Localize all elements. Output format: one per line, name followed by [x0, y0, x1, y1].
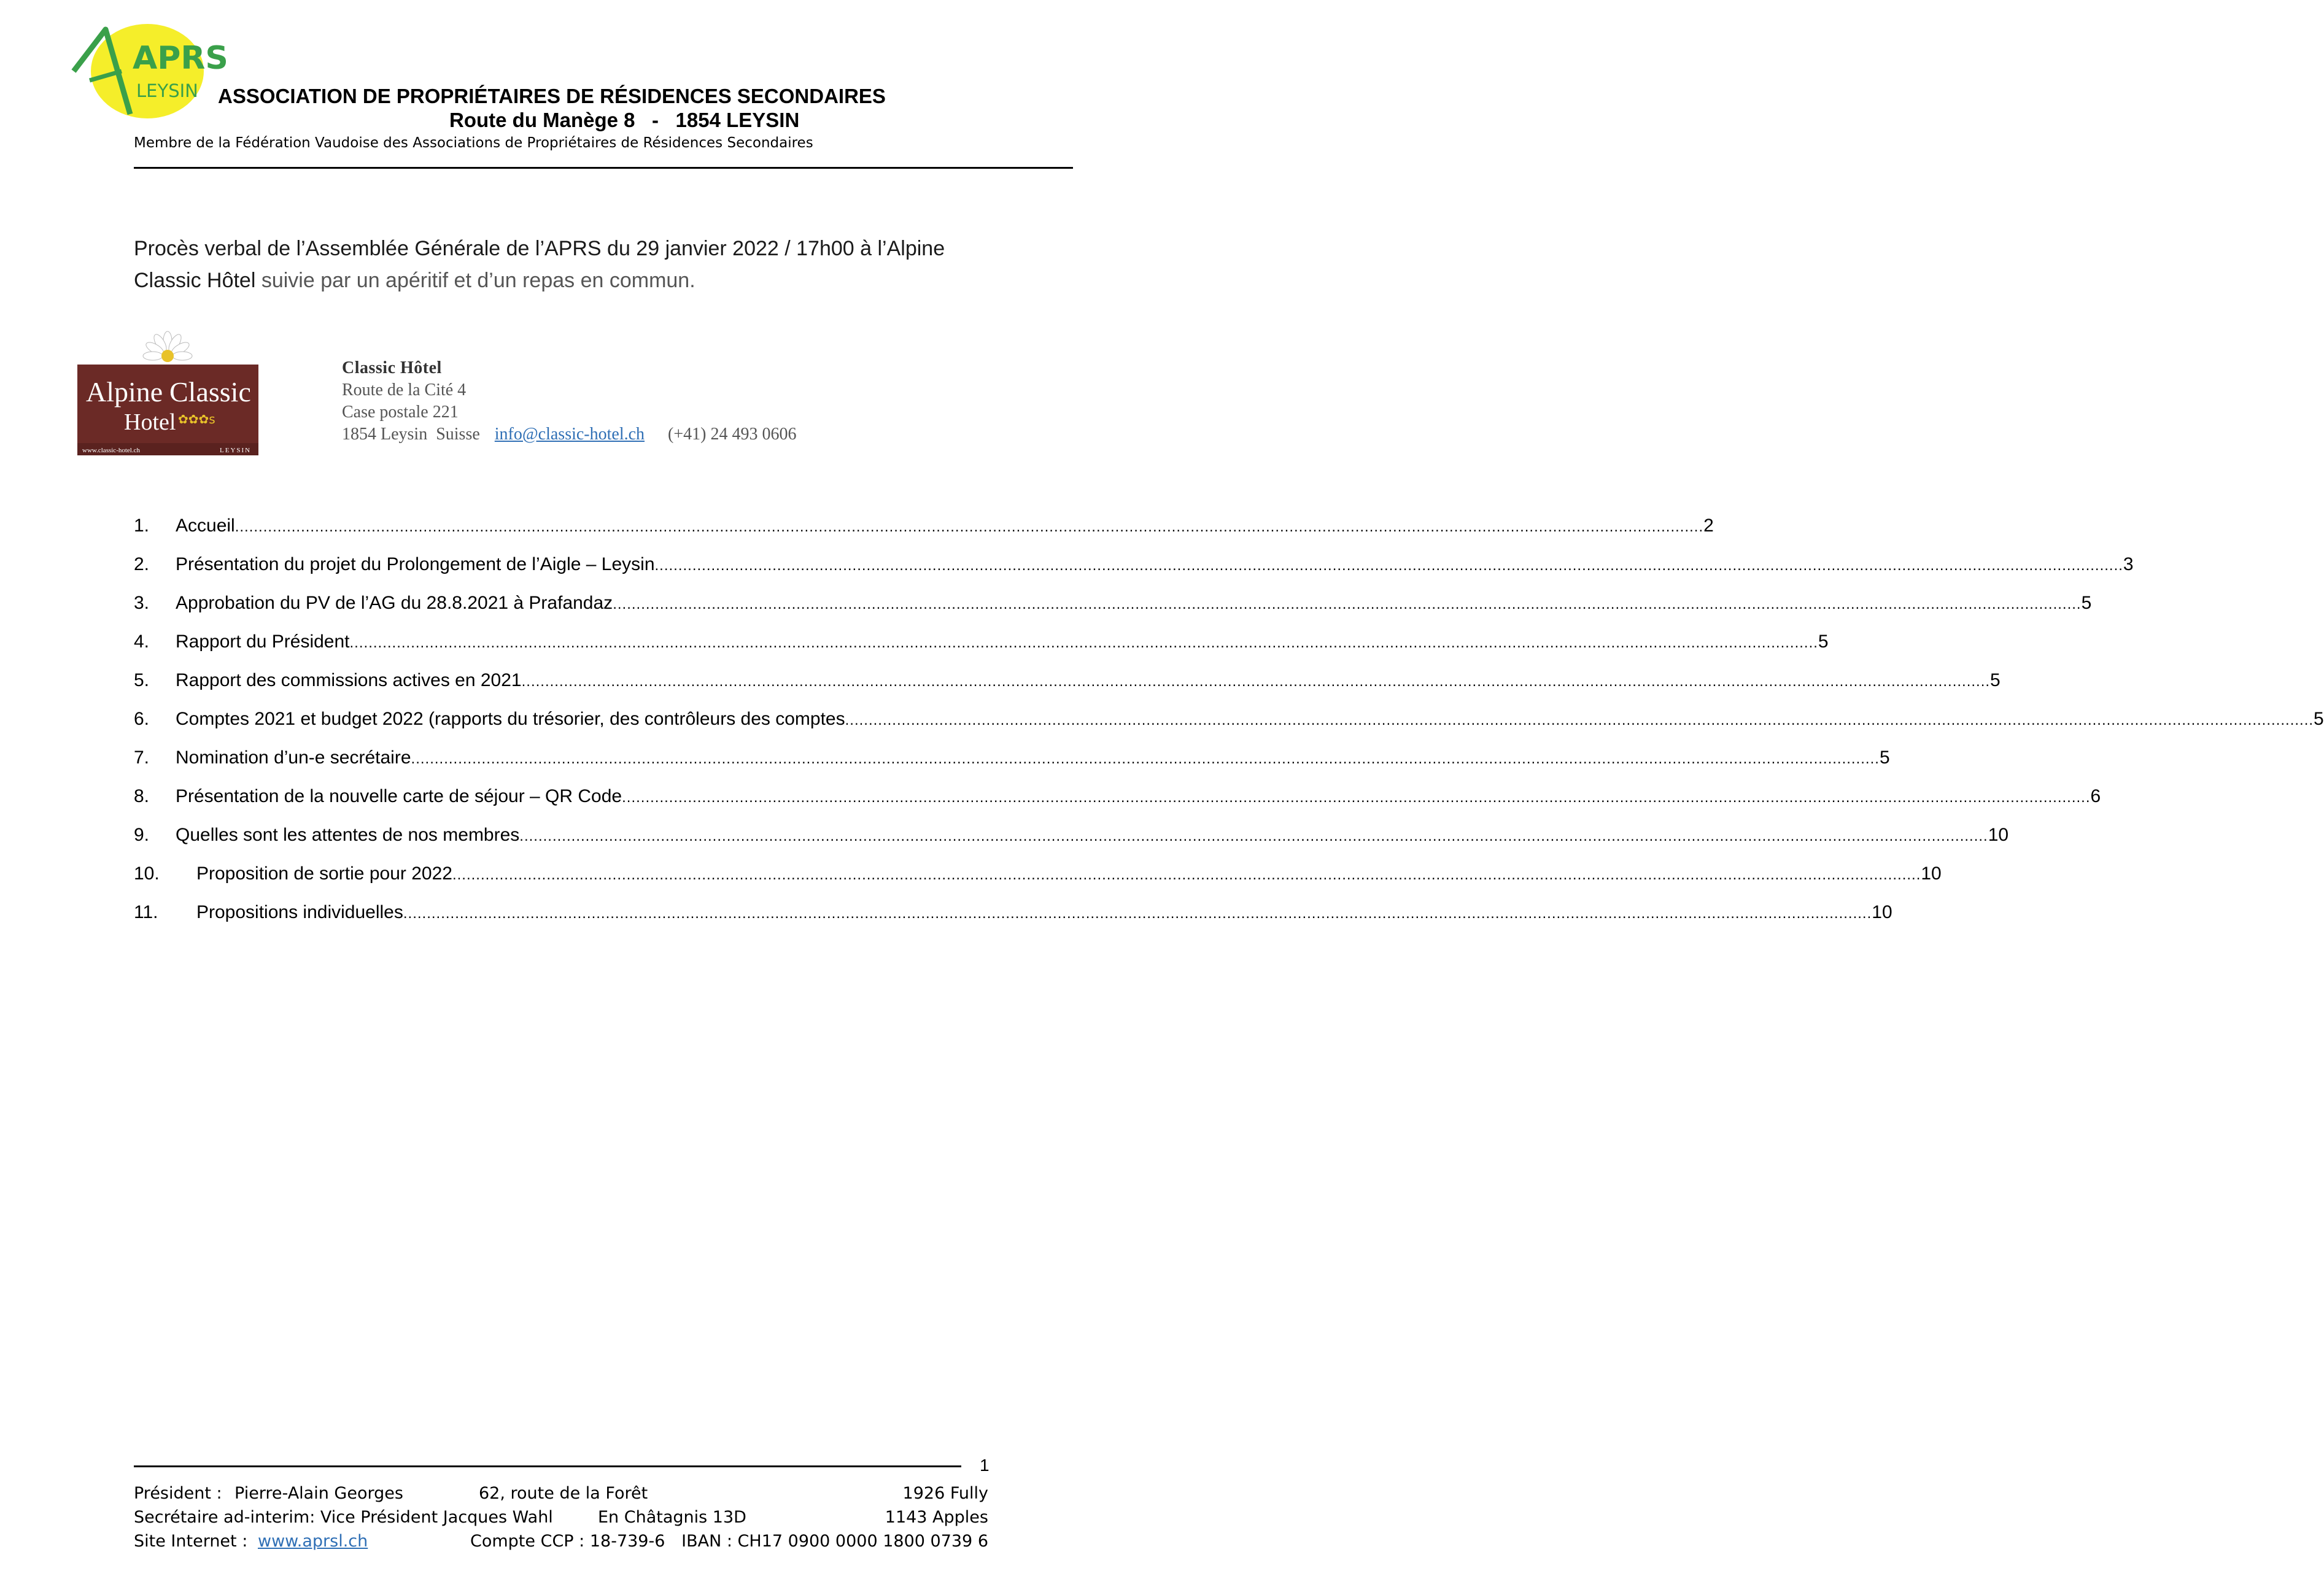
header-divider — [134, 167, 1073, 169]
toc-label: Proposition de sortie pour 2022 — [196, 863, 452, 884]
toc-page: 10 — [1872, 902, 1892, 922]
toc-number: 5. — [134, 670, 150, 690]
toc-page: 5 — [2314, 709, 2324, 729]
title-venue: Classic Hôtel — [134, 269, 256, 292]
toc-leader — [411, 751, 1880, 768]
org-member-line: Membre de la Fédération Vaudoise des Associations de Propriétaires de Résidences Secondaires — [134, 135, 813, 151]
hotel-logo-town: LEYSIN — [220, 447, 252, 454]
toc-label: Comptes 2021 et budget 2022 (rapports du trésorier, des contrôleurs des comptes — [176, 709, 845, 729]
footer-secretary-city: 1143 Apples — [885, 1508, 988, 1527]
footer-president-city: 1926 Fully — [902, 1484, 988, 1503]
hotel-contact-line — [342, 425, 797, 444]
footer-divider — [134, 1465, 961, 1467]
toc-item[interactable] — [134, 747, 1890, 772]
toc-leader — [519, 828, 1988, 845]
hotel-logo-word3: Hotel — [124, 409, 176, 435]
toc-item[interactable] — [134, 554, 2134, 579]
toc-page: 5 — [1818, 631, 1829, 652]
toc-label: Rapport des commissions actives en 2021 — [176, 670, 522, 690]
toc-label: Présentation du projet du Prolongement de l’Aigle – Leysin — [176, 554, 655, 574]
toc-number: 1. — [134, 515, 150, 536]
hotel-phone: (+41) 24 493 0606 — [668, 425, 797, 444]
hotel-street: Route de la Cité 4 — [342, 380, 467, 400]
toc-page: 3 — [2123, 554, 2134, 574]
footer-ccp: Compte CCP : 18-739-6 — [470, 1532, 665, 1551]
footer-president-label: Président : — [134, 1484, 222, 1503]
org-address: Route du Manège 8 - 1854 LEYSIN — [449, 109, 800, 131]
hotel-email-link[interactable]: info@classic-hotel.ch — [494, 425, 645, 444]
toc-leader — [403, 905, 1872, 922]
toc-leader — [655, 557, 2123, 574]
toc-page: 5 — [2081, 593, 2092, 613]
toc-leader — [350, 635, 1818, 652]
toc-label: Présentation de la nouvelle carte de séjour – QR Code — [176, 786, 622, 806]
toc-number: 11. — [134, 902, 158, 922]
toc-item[interactable] — [134, 786, 2101, 811]
document-title-line1: Procès verbal de l’Assemblée Générale de l’APRS du 29 janvier 2022 / 17h00 à l’Alpine — [134, 237, 945, 260]
toc-page: 10 — [1921, 863, 1942, 884]
logo-text: APRS — [133, 40, 228, 77]
toc-number: 3. — [134, 593, 150, 613]
toc-number: 8. — [134, 786, 150, 806]
toc-number: 4. — [134, 631, 150, 652]
footer-president-name: Pierre-Alain Georges — [234, 1484, 403, 1503]
toc-item[interactable] — [134, 825, 2009, 849]
hotel-name: Classic Hôtel — [342, 358, 442, 377]
toc-item[interactable] — [134, 709, 2324, 733]
toc-item[interactable] — [134, 863, 1942, 888]
hotel-logo-stars: ✿✿✿s — [178, 412, 215, 427]
toc-item[interactable] — [134, 902, 1892, 927]
hotel-po-box: Case postale 221 — [342, 403, 459, 422]
toc-page: 2 — [1703, 515, 1714, 536]
toc-number: 2. — [134, 554, 150, 574]
toc-page: 10 — [1988, 825, 2009, 845]
toc-label: Propositions individuelles — [196, 902, 403, 922]
hotel-logo-word2: Classic — [169, 376, 251, 407]
toc-item[interactable] — [134, 593, 2092, 617]
toc-item[interactable] — [134, 631, 1829, 656]
footer-iban: IBAN : CH17 0900 0000 1800 0739 6 — [681, 1532, 988, 1551]
toc-leader — [522, 673, 1990, 690]
toc-label: Nomination d’un-e secrétaire — [176, 747, 411, 768]
toc-label: Rapport du Président — [176, 631, 350, 652]
toc-leader — [613, 596, 2081, 613]
footer-secretary: Secrétaire ad-interim: Vice Président Jacques Wahl — [134, 1508, 553, 1527]
aprs-logo — [69, 22, 228, 126]
toc-item[interactable] — [134, 670, 2001, 695]
toc-number: 10. — [134, 863, 160, 884]
toc-label: Accueil — [176, 515, 235, 536]
toc-page: 5 — [1879, 747, 1890, 768]
toc-leader — [235, 519, 1703, 536]
title-rest: suivie par un apéritif et d’un repas en commun. — [255, 269, 695, 292]
hotel-logo-website: www.classic-hotel.ch — [82, 447, 140, 454]
hotel-logo-word1: Alpine — [86, 376, 163, 407]
toc-page: 6 — [2090, 786, 2101, 806]
footer-secretary-street: En Châtagnis 13D — [598, 1508, 746, 1527]
toc-label: Approbation du PV de l’AG du 28.8.2021 à Prafandaz — [176, 593, 613, 613]
document-title-line2 — [134, 269, 695, 293]
toc-page: 5 — [1990, 670, 2001, 690]
toc-number: 7. — [134, 747, 150, 768]
page-number: 1 — [980, 1456, 990, 1475]
org-title: ASSOCIATION DE PROPRIÉTAIRES DE RÉSIDENCES SECONDAIRES — [218, 85, 886, 107]
logo-subtext: LEYSIN — [136, 80, 198, 101]
toc-leader — [845, 712, 2314, 729]
hotel-city: 1854 Leysin Suisse — [342, 425, 480, 444]
toc-number: 6. — [134, 709, 150, 729]
footer-site-label: Site Internet : — [134, 1532, 248, 1551]
hotel-logo — [77, 333, 258, 455]
toc-label: Quelles sont les attentes de nos membres — [176, 825, 520, 845]
toc-number: 9. — [134, 825, 150, 845]
footer-president-street: 62, route de la Forêt — [479, 1484, 648, 1503]
toc-leader — [622, 789, 2090, 806]
toc-leader — [452, 867, 1921, 884]
toc-item[interactable] — [134, 515, 1714, 540]
footer-site-link[interactable]: www.aprsl.ch — [258, 1532, 368, 1551]
